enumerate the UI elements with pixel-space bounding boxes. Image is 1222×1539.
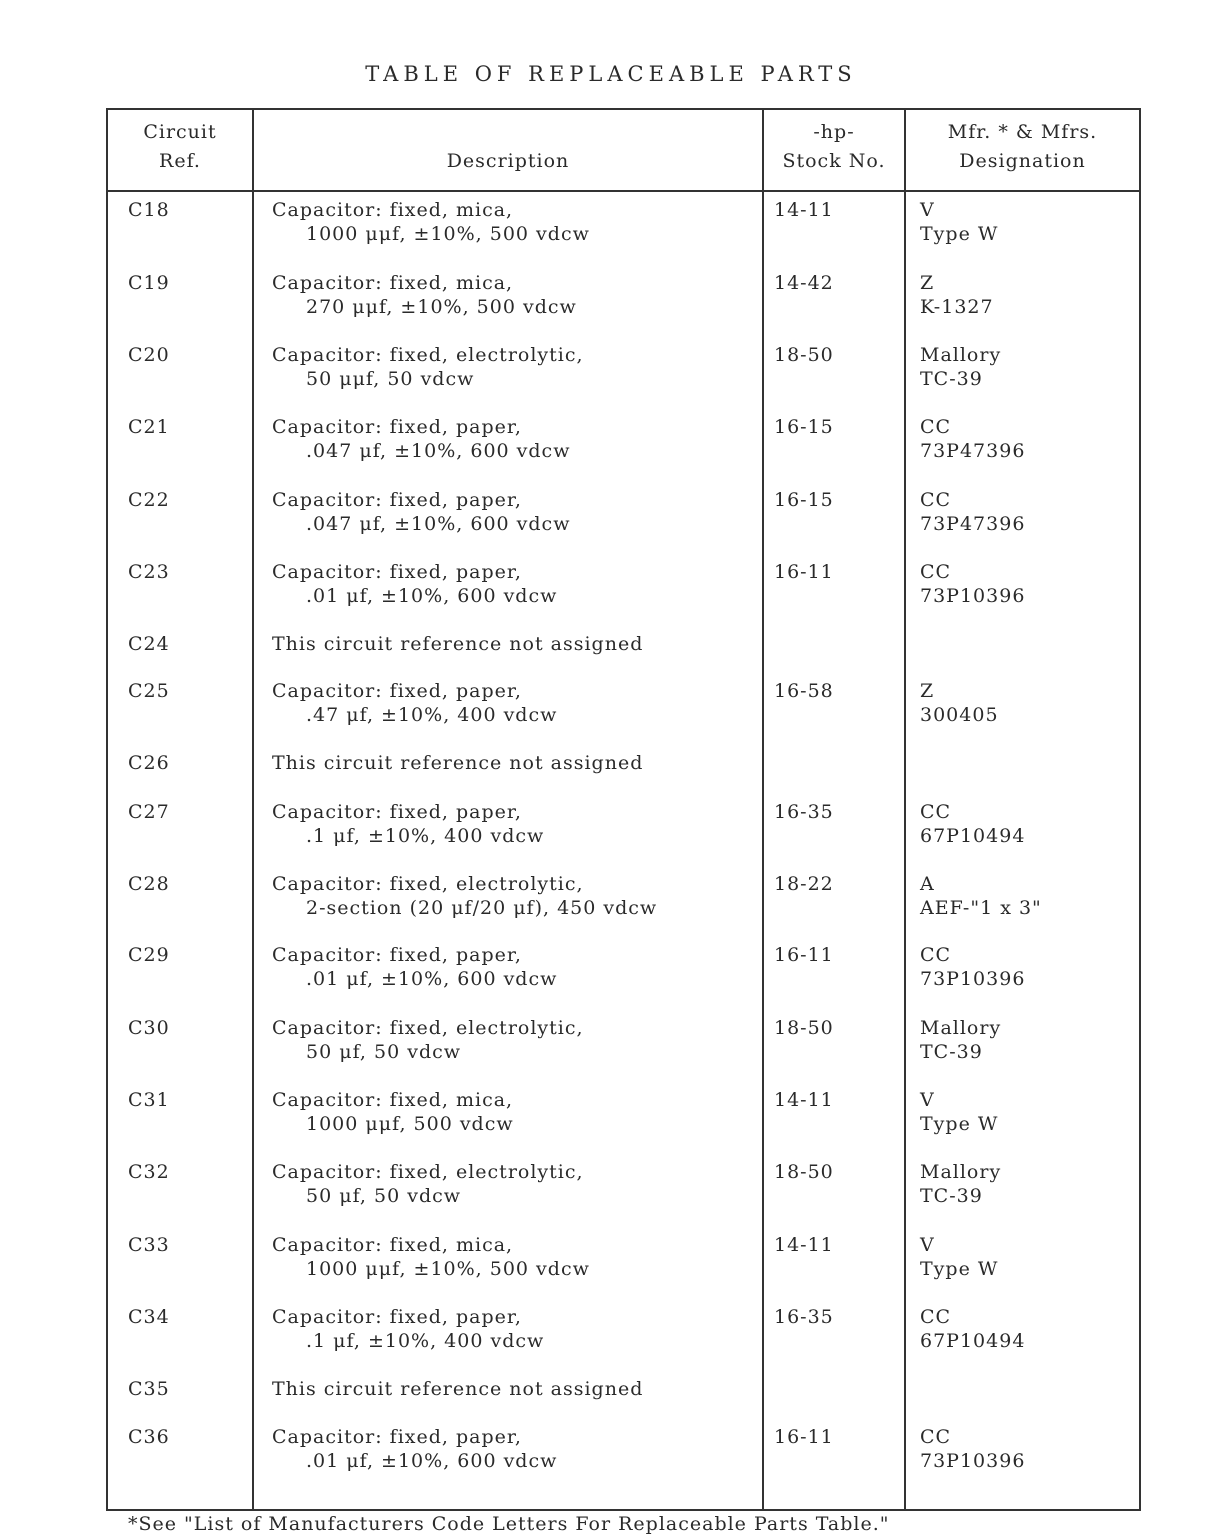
stock-no-cell: 16-58 [774, 680, 834, 702]
header-divider [108, 190, 1139, 192]
mfr-designation-cell: CC 67P10494 [920, 801, 1026, 847]
mfr-designation-cell: V Type W [920, 199, 999, 245]
circuit-ref-cell: C36 [128, 1426, 170, 1448]
stock-no-cell: 16-11 [774, 944, 834, 966]
stock-no-cell: 16-15 [774, 416, 834, 438]
stock-no-cell: 14-42 [774, 272, 834, 294]
mfr-designation-cell: CC 67P10494 [920, 1306, 1026, 1352]
parts-table [106, 108, 1141, 1511]
column-divider [252, 110, 254, 1509]
description-cell: This circuit reference not assigned [272, 633, 644, 655]
mfr-designation-cell: Mallory TC-39 [920, 1161, 1002, 1207]
description-cell: Capacitor: fixed, electrolytic, 50 μf, 50 vdcw [272, 1161, 584, 1207]
stock-no-cell: 18-22 [774, 873, 834, 895]
circuit-ref-cell: C32 [128, 1161, 170, 1183]
mfr-designation-cell: Z 300405 [920, 680, 999, 726]
mfr-designation-cell: V Type W [920, 1089, 999, 1135]
circuit-ref-cell: C22 [128, 489, 170, 511]
description-cell: Capacitor: fixed, paper, .047 μf, ±10%, 600 vdcw [272, 489, 571, 535]
header-circuit-ref: Circuit Ref. [143, 121, 217, 172]
circuit-ref-cell: C31 [128, 1089, 170, 1111]
mfr-designation-cell: Mallory TC-39 [920, 1017, 1002, 1063]
stock-no-cell: 14-11 [774, 199, 834, 221]
stock-no-cell: 16-11 [774, 1426, 834, 1448]
stock-no-cell: 18-50 [774, 344, 834, 366]
circuit-ref-cell: C35 [128, 1378, 170, 1400]
circuit-ref-cell: C26 [128, 752, 170, 774]
stock-no-cell: 14-11 [774, 1234, 834, 1256]
circuit-ref-cell: C18 [128, 199, 170, 221]
mfr-designation-cell: V Type W [920, 1234, 999, 1280]
description-cell: Capacitor: fixed, mica, 1000 μμf, ±10%, 500 vdcw [272, 199, 590, 245]
circuit-ref-cell: C28 [128, 873, 170, 895]
mfr-designation-cell: Z K-1327 [920, 272, 994, 318]
circuit-ref-cell: C30 [128, 1017, 170, 1039]
circuit-ref-cell: C27 [128, 801, 170, 823]
page-title: TABLE OF REPLACEABLE PARTS [365, 62, 857, 86]
circuit-ref-cell: C33 [128, 1234, 170, 1256]
stock-no-cell: 18-50 [774, 1017, 834, 1039]
mfr-designation-cell: A AEF-"1 x 3" [920, 873, 1042, 919]
mfr-designation-cell: CC 73P10396 [920, 1426, 1026, 1472]
stock-no-cell: 16-35 [774, 1306, 834, 1328]
description-cell: Capacitor: fixed, mica, 1000 μμf, 500 vdcw [272, 1089, 514, 1135]
description-cell: Capacitor: fixed, electrolytic, 50 μμf, 50 vdcw [272, 344, 584, 390]
description-cell: Capacitor: fixed, paper, .1 μf, ±10%, 400 vdcw [272, 801, 545, 847]
stock-no-cell: 16-15 [774, 489, 834, 511]
description-cell: Capacitor: fixed, paper, .01 μf, ±10%, 600 vdcw [272, 561, 558, 607]
circuit-ref-cell: C23 [128, 561, 170, 583]
stock-no-cell: 18-50 [774, 1161, 834, 1183]
header-mfr: Mfr. * & Mfrs. Designation [947, 121, 1098, 172]
column-divider [762, 110, 764, 1509]
circuit-ref-cell: C19 [128, 272, 170, 294]
mfr-designation-cell: CC 73P10396 [920, 561, 1026, 607]
footnote: *See "List of Manufacturers Code Letters For Replaceable Parts Table." [128, 1513, 890, 1535]
stock-no-cell: 14-11 [774, 1089, 834, 1111]
stock-no-cell: 16-35 [774, 801, 834, 823]
description-cell: This circuit reference not assigned [272, 752, 644, 774]
description-cell: Capacitor: fixed, mica, 270 μμf, ±10%, 500 vdcw [272, 272, 577, 318]
mfr-designation-cell: CC 73P47396 [920, 416, 1026, 462]
circuit-ref-cell: C24 [128, 633, 170, 655]
description-cell: Capacitor: fixed, paper, .01 μf, ±10%, 600 vdcw [272, 1426, 558, 1472]
description-cell: Capacitor: fixed, paper, .1 μf, ±10%, 400 vdcw [272, 1306, 545, 1352]
circuit-ref-cell: C34 [128, 1306, 170, 1328]
mfr-designation-cell: CC 73P47396 [920, 489, 1026, 535]
header-stock-no: -hp- Stock No. [782, 121, 886, 172]
circuit-ref-cell: C25 [128, 680, 170, 702]
description-cell: Capacitor: fixed, paper, .47 μf, ±10%, 400 vdcw [272, 680, 558, 726]
header-description: Description [446, 150, 570, 172]
description-cell: This circuit reference not assigned [272, 1378, 644, 1400]
circuit-ref-cell: C21 [128, 416, 170, 438]
circuit-ref-cell: C29 [128, 944, 170, 966]
mfr-designation-cell: CC 73P10396 [920, 944, 1026, 990]
description-cell: Capacitor: fixed, mica, 1000 μμf, ±10%, 500 vdcw [272, 1234, 590, 1280]
description-cell: Capacitor: fixed, electrolytic, 50 μf, 50 vdcw [272, 1017, 584, 1063]
description-cell: Capacitor: fixed, electrolytic, 2-section (20 μf/20 μf), 450 vdcw [272, 873, 658, 919]
stock-no-cell: 16-11 [774, 561, 834, 583]
mfr-designation-cell: Mallory TC-39 [920, 344, 1002, 390]
column-divider [904, 110, 906, 1509]
description-cell: Capacitor: fixed, paper, .047 μf, ±10%, 600 vdcw [272, 416, 571, 462]
circuit-ref-cell: C20 [128, 344, 170, 366]
description-cell: Capacitor: fixed, paper, .01 μf, ±10%, 600 vdcw [272, 944, 558, 990]
